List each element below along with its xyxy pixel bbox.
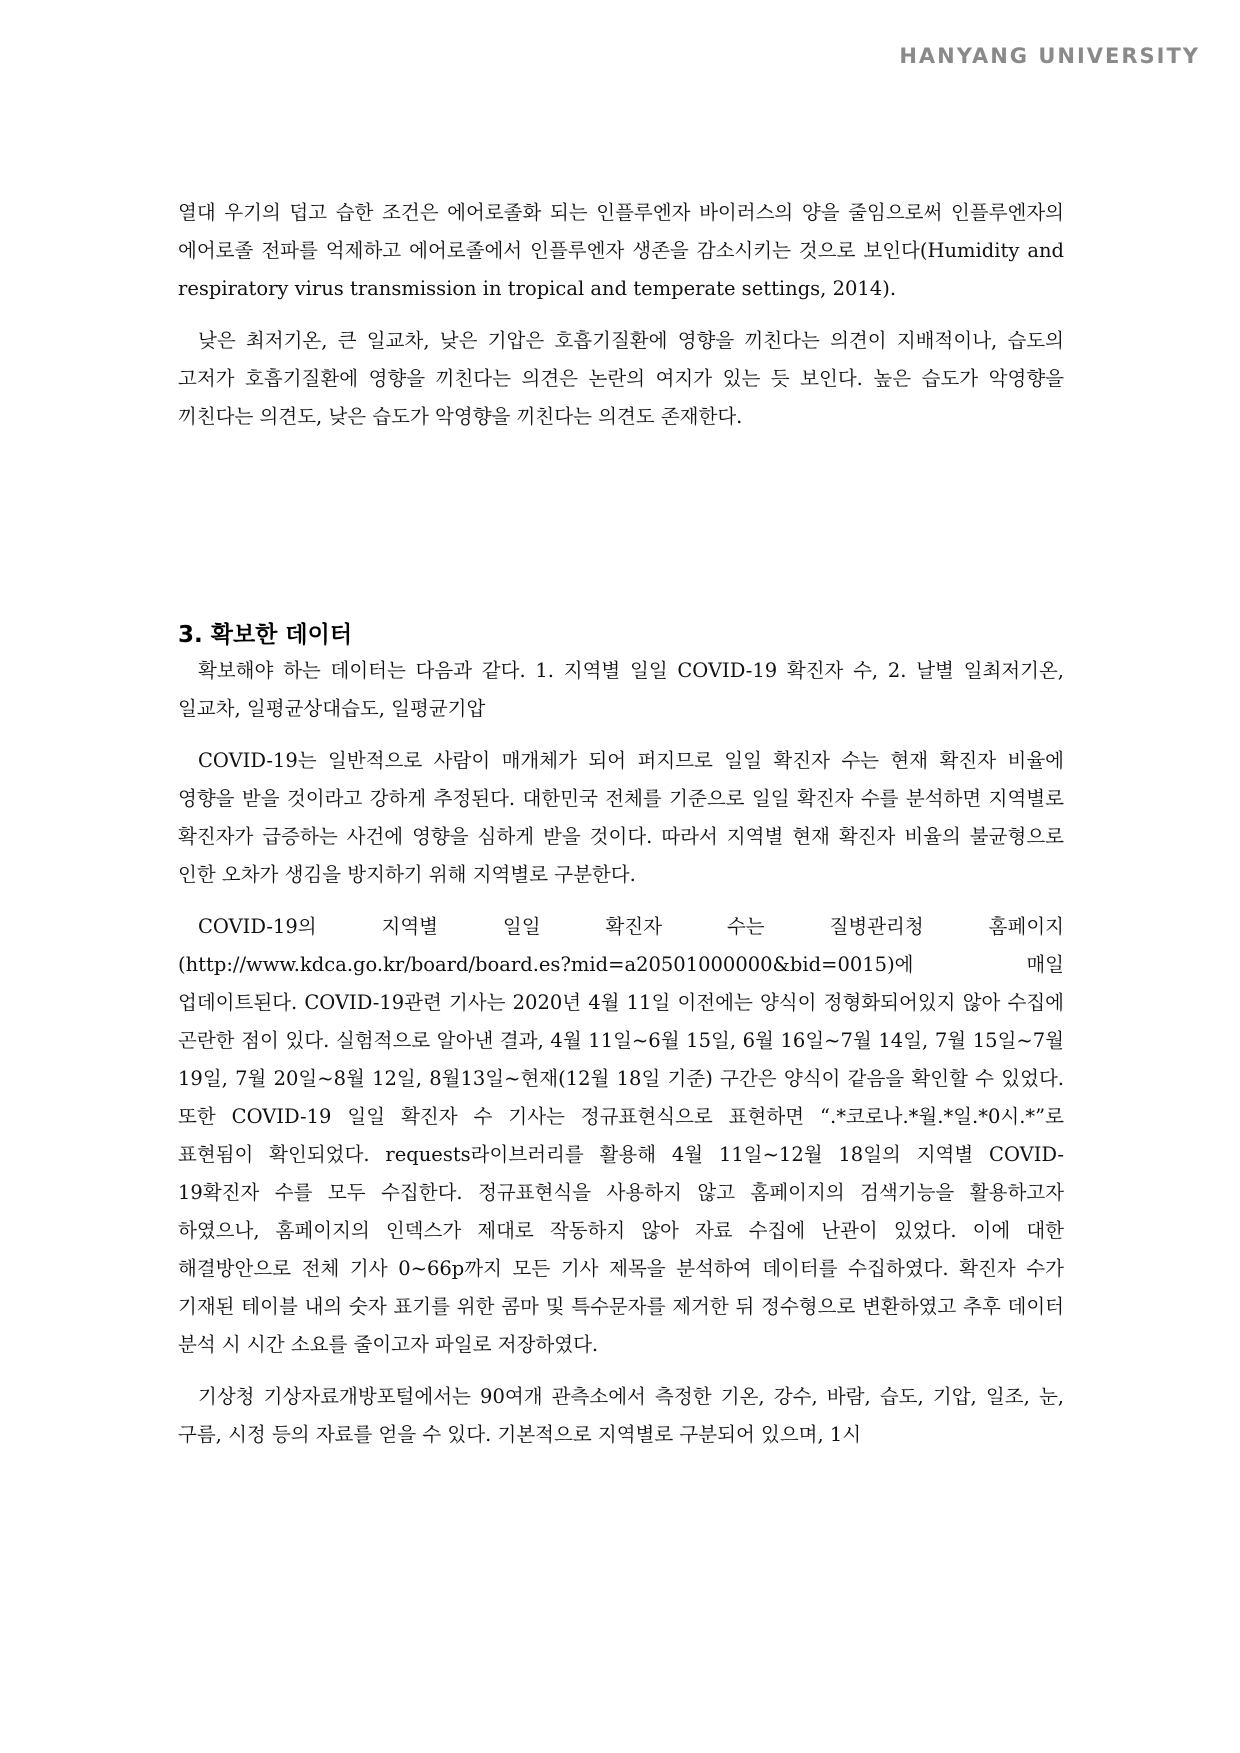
- paragraph-gap: [178, 894, 1064, 908]
- section-body: [178, 652, 1064, 1454]
- university-logo: HANYANG UNIVERSITY: [899, 44, 1200, 68]
- paragraph-gap: [178, 308, 1064, 322]
- section-paragraph-2: COVID-19는 일반적으로 사람이 매개체가 되어 퍼지므로 일일 확진자 수는 현재 확진자 비율에 영향을 받을 것이라고 강하게 추정된다. 대한민국 전체를 기준으로 일일 확진자 수를 분석하면 지역별로 확진자가 급증하는 사건에 영향을 심하게 받을 것이다. 따라서 지역별 현재 확진자 비율의 불균형으로 인한 오차가 생김을 방지하기 위해 지역별로 구분한다.: [178, 749, 1064, 886]
- paragraph-gap: [178, 1364, 1064, 1378]
- intro-paragraph-1: 열대 우기의 덥고 습한 조건은 에어로졸화 되는 인플루엔자 바이러스의 양을 줄임으로써 인플루엔자의 에어로졸 전파를 억제하고 에어로졸에서 인플루엔자 생존을 감소시키는 것으로 보인다(Humidity and respiratory virus transmission in tropical and temperate settings, 2014).: [178, 201, 1064, 300]
- section-paragraph-4: 기상청 기상자료개방포털에서는 90여개 관측소에서 측정한 기온, 강수, 바람, 습도, 기압, 일조, 눈, 구름, 시정 등의 자료를 얻을 수 있다. 기본적으로 지역별로 구분되어 있으며, 1시: [178, 1385, 1064, 1446]
- intro-section: [178, 194, 1064, 436]
- section-paragraph-3: COVID-19의 지역별 일일 확진자 수는 질병관리청 홈페이지(http://www.kdca.go.kr/board/board.es?mid=a20501000000&bid=0015)에 매일 업데이트된다. COVID-19관련 기사는 2020년 4월 11일 이전에는 양식이 정형화되어있지 않아 수집에 곤란한 점이 있다. 실험적으로 알아낸 결과, 4월 11일~6월 15일, 6월 16일~7월 14일, 7월 15일~7월 19일, 7월 20일~8월 12일, 8월13일~현재(12월 18일 기준) 구간은 양식이 같음을 확인할 수 있었다. 또한 COVID-19 일일 확진자 수 기사는 정규표현식으로 표현하면 “.*코로나.*월.*일.*0시.*”로 표현됨이 확인되었다. requests라이브러리를 활용해 4월 11일~12월 18일의 지역별 COVID-19확진자 수를 모두 수집한다. 정규표현식을 사용하지 않고 홈페이지의 검색기능을 활용하고자 하였으나, 홈페이지의 인덱스가 제대로 작동하지 않아 자료 수집에 난관이 있었다. 이에 대한 해결방안으로 전체 기사 0~66p까지 모든 기사 제목을 분석하여 데이터를 수집하였다. 확진자 수가 기재된 테이블 내의 숫자 표기를 위한 콤마 및 특수문자를 제거한 뒤 정수형으로 변환하였고 추후 데이터 분석 시 시간 소요를 줄이고자 파일로 저장하였다.: [178, 915, 1064, 1356]
- intro-paragraph-2: 낮은 최저기온, 큰 일교차, 낮은 기압은 호흡기질환에 영향을 끼친다는 의견이 지배적이나, 습도의 고저가 호흡기질환에 영향을 끼친다는 의견은 논란의 여지가 있는 듯 보인다. 높은 습도가 악영향을 끼친다는 의견도, 낮은 습도가 악영향을 끼친다는 의견도 존재한다.: [178, 329, 1064, 428]
- section-paragraph-1: 확보해야 하는 데이터는 다음과 같다. 1. 지역별 일일 COVID-19 확진자 수, 2. 날별 일최저기온, 일교차, 일평균상대습도, 일평균기압: [178, 659, 1064, 720]
- paragraph-gap: [178, 728, 1064, 742]
- section-title: 3. 확보한 데이터: [178, 622, 353, 648]
